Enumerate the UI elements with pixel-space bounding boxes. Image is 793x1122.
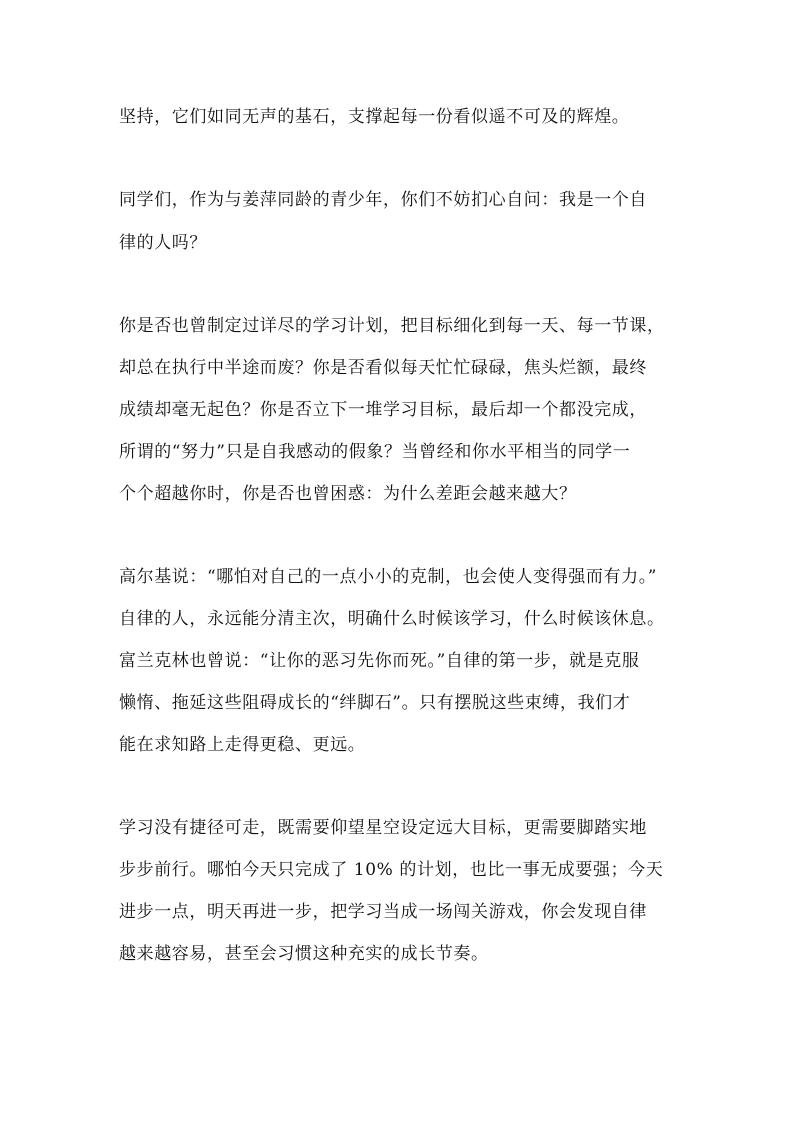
paragraph-5-line-4: 越来越容易，甚至会习惯这种充实的成长节奏。 xyxy=(119,944,489,964)
paragraph-3-line-2: 却总在执行中半途而废？你是否看似每天忙忙碌碌，焦头烂额，最终 xyxy=(119,358,647,378)
paragraph-3-line-3: 成绩却毫无起色？你是否立下一堆学习目标，最后却一个都没完成， xyxy=(119,400,647,420)
paragraph-2-line-2: 律的人吗？ xyxy=(119,233,207,253)
paragraph-3-line-5: 个个超越你时，你是否也曾困惑：为什么差距会越来越大？ xyxy=(119,484,577,504)
paragraph-3-line-4: 所谓的“努力”只是自我感动的假象？当曾经和你水平相当的同学一 xyxy=(119,442,631,462)
paragraph-2-line-1: 同学们，作为与姜萍同龄的青少年，你们不妨扪心自问：我是一个自 xyxy=(119,190,647,210)
paragraph-5-line-2: 步步前行。哪怕今天只完成了 10% 的计划，也比一事无成要强；今天 xyxy=(119,860,664,880)
paragraph-4-line-4: 懒惰、拖延这些阻碍成长的“绊脚石”。只有摆脱这些束缚，我们才 xyxy=(119,693,631,713)
paragraph-4-line-5: 能在求知路上走得更稳、更远。 xyxy=(119,735,366,755)
paragraph-5-line-3: 进步一点，明天再进一步，把学习当成一场闯关游戏，你会发现自律 xyxy=(119,902,647,922)
paragraph-1-line-1: 坚持，它们如同无声的基石，支撑起每一份看似遥不可及的辉煌。 xyxy=(119,107,630,127)
paragraph-4-line-2: 自律的人，永远能分清主次，明确什么时候该学习，什么时候该休息。 xyxy=(119,609,665,629)
paragraph-5-line-1: 学习没有捷径可走，既需要仰望星空设定远大目标，更需要脚踏实地 xyxy=(119,818,647,838)
paragraph-4-line-3: 富兰克林也曾说：“让你的恶习先你而死。”自律的第一步，就是克服 xyxy=(119,651,640,671)
paragraph-4-line-1: 高尔基说：“哪怕对自己的一点小小的克制，也会使人变得强而有力。” xyxy=(119,567,658,587)
paragraph-3-line-1: 你是否也曾制定过详尽的学习计划，把目标细化到每一天、每一节课， xyxy=(119,316,665,336)
